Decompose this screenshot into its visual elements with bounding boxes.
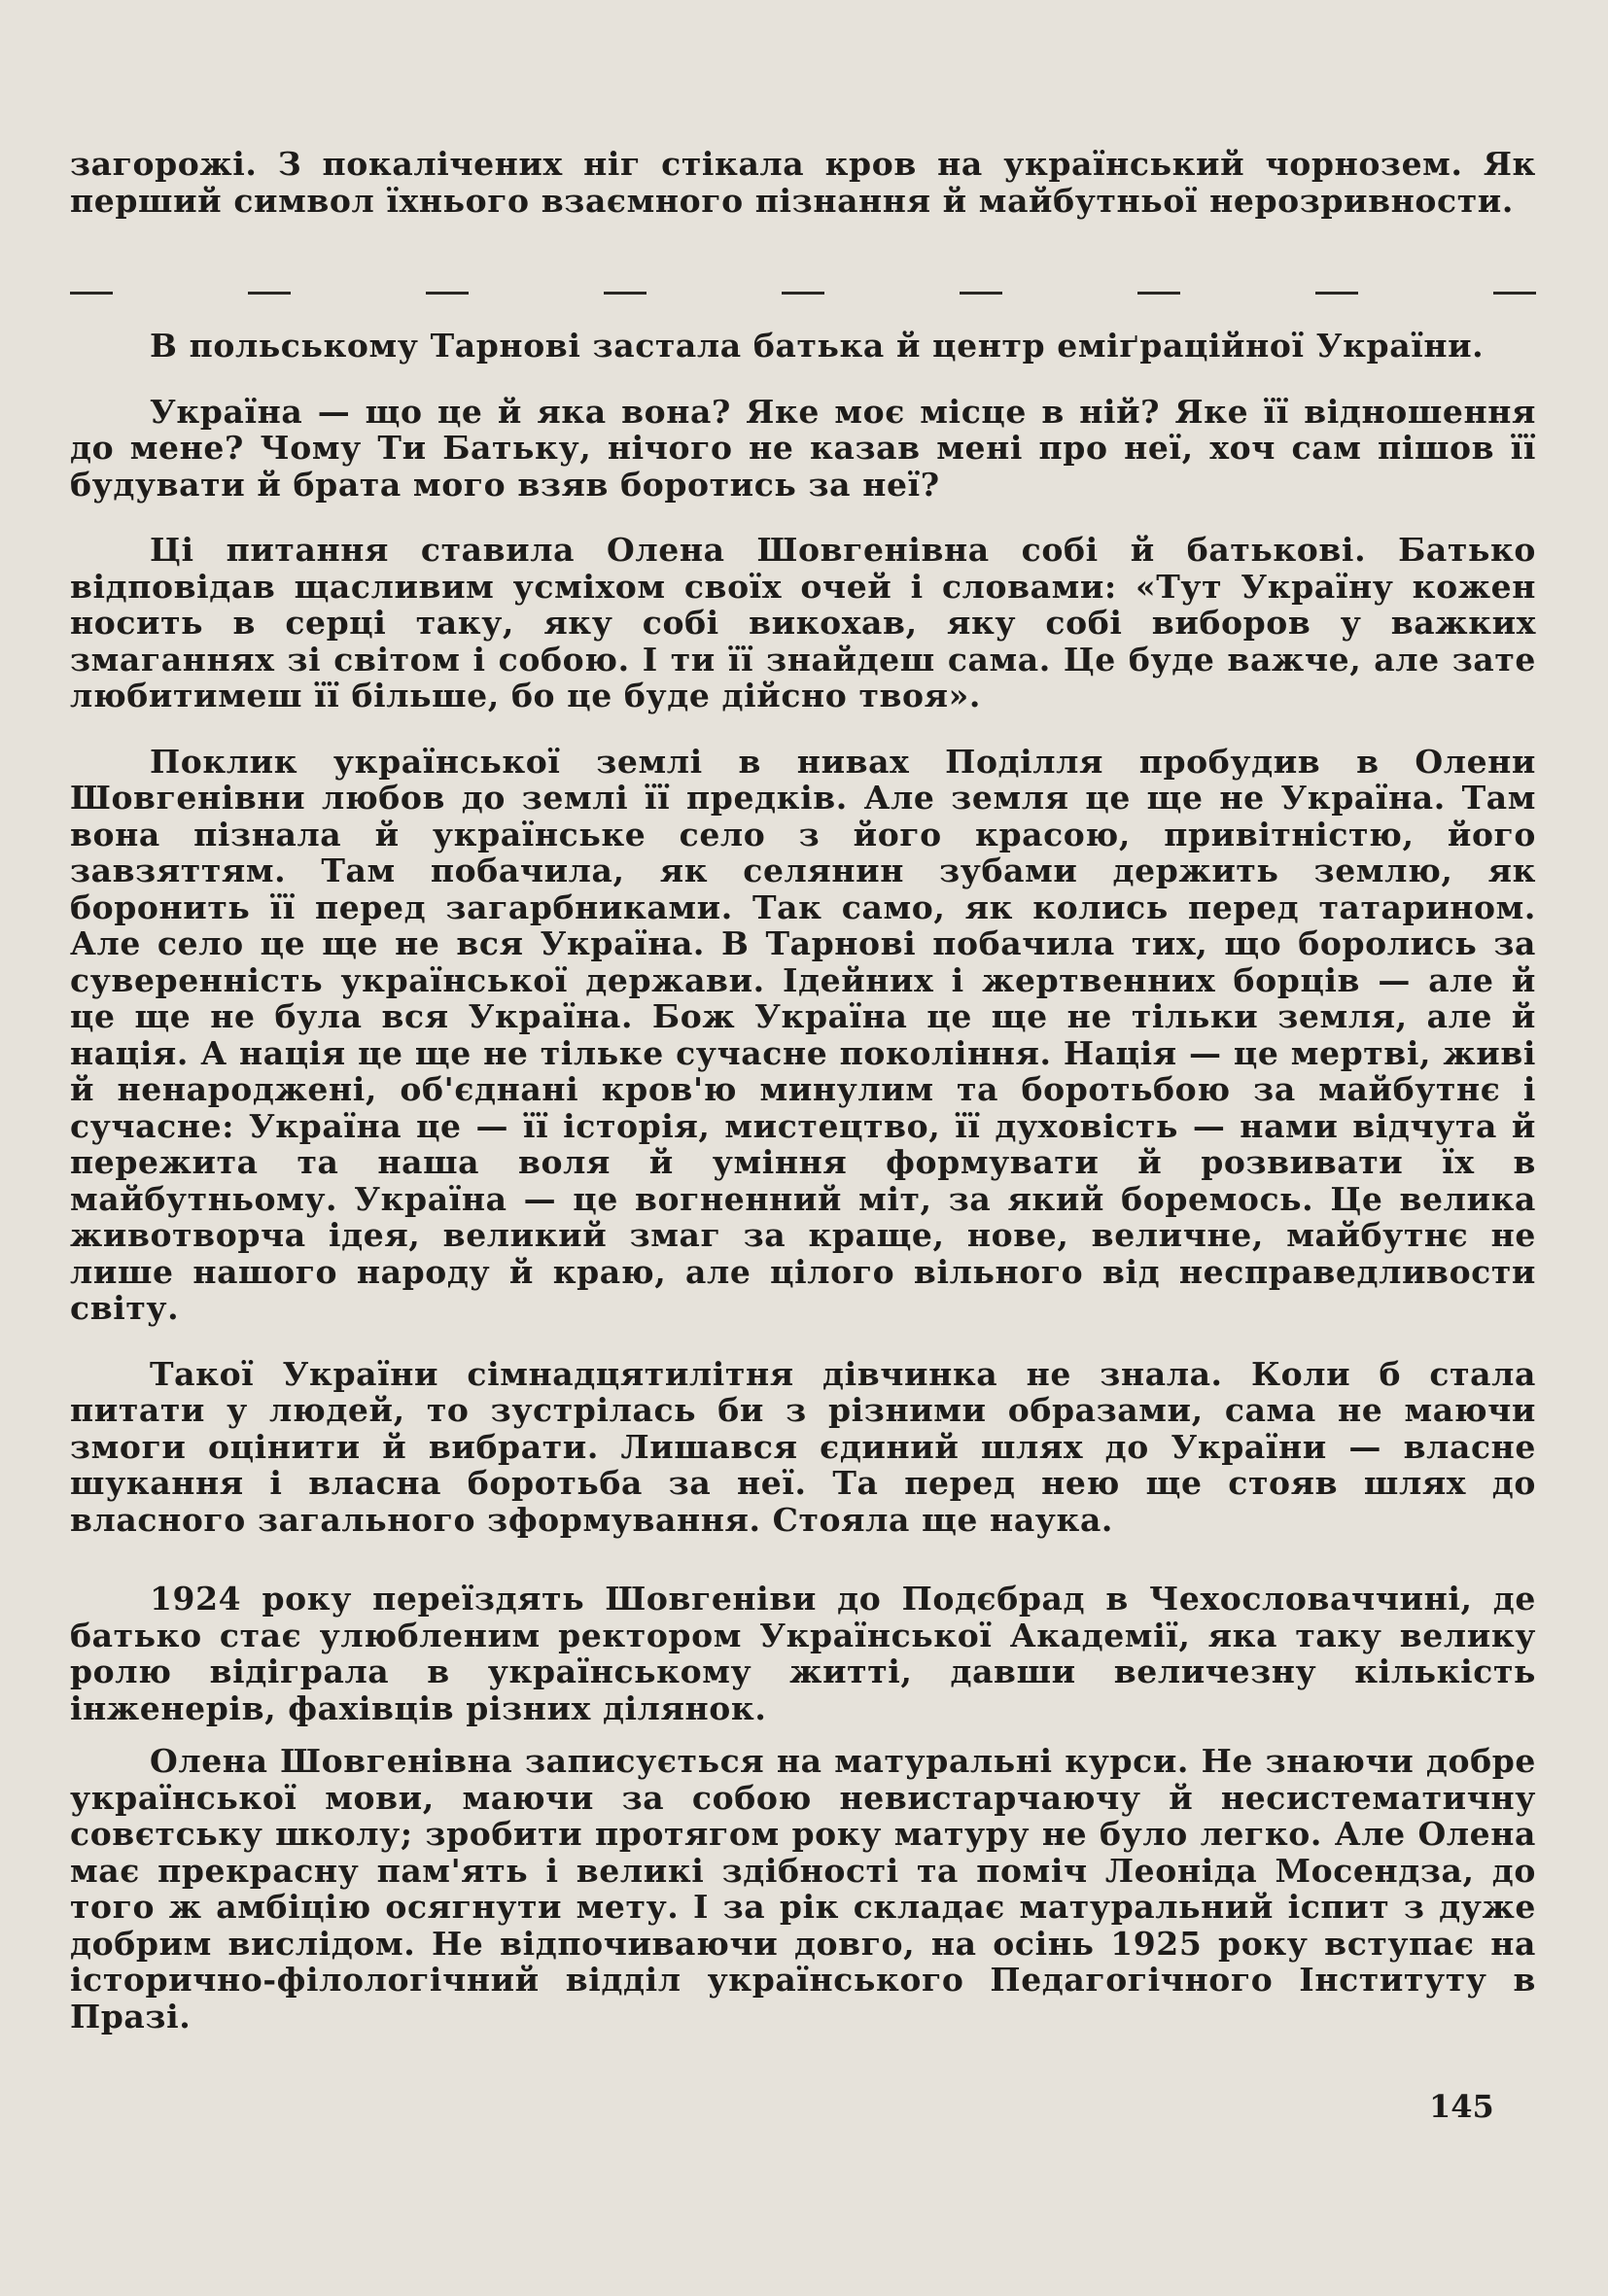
- paragraph-podillia: Поклик української землі в нивах Поділля пробудив в Олени Шовгенівни любов до землі її предків. Але земля це ще не Україна. Там вона пізнала й українське село з його красою, привітністю, його завзяттям. Там побачила, як селянин зубами держить землю, як боронить її перед загарбниками. Так само, як колись перед татарином. Але село це ще не вся Україна. В Тарнові побачила тих, що боролись за суверенність української держави. Ідейних і жертвенних борців — але й це ще не була вся Україна. Бож Україна це ще не тільки земля, але й нація. А нація це ще не тільке сучасне покоління. Нація — це мертві, живі й ненароджені, об'єднані кров'ю минулим та боротьбою за майбутнє і сучасне: Україна це — її історія, мистецтво, її духовість — нами відчута й пережита та наша воля й уміння формувати й розвивати їх в майбутньому. Україна — це вогненний міт, за який боремось. Це велика животворча ідея, великий змаг за краще, нове, величне, майбутнє не лише нашого народу й краю, але цілого вільного від несправедливости світу.: [70, 742, 1536, 1327]
- divider-dash: [1493, 292, 1536, 295]
- page-number: 145: [1429, 2088, 1494, 2125]
- paragraph-father-answer: Ці питання ставила Олена Шовгенівна собі й батькові. Батько відповідав щасливим усміхом своїх очей і словами: «Тут Україну кожен носить в серці таку, яку собі викохав, яку собі виборов у важких змаганнях зі світом і собою. І ти її знайдеш сама. Це буде важче, але зате любитимеш її більше, бо це буде дійсно твоя».: [70, 531, 1536, 714]
- continuation-paragraph: загорожі. З покалічених ніг стікала кров на український чорнозем. Як перший символ їхнього взаємного пізнання й майбутньої нерозривности.: [70, 145, 1536, 220]
- paragraph-questions: Україна — що це й яка вона? Яке моє місце в ній? Яке її відношення до мене? Чому Ти Батьку, нічого не казав мені про неї, хоч сам пішов її будувати й брата мого взяв боротись за неї?: [70, 392, 1536, 504]
- divider-dash: [1137, 292, 1180, 295]
- paragraph-matura: Олена Шовгенівна записується на матуральні курси. Не знаючи добре української мови, маючи за собою невистарчаючу й несистематичну совєтську школу; зробити протягом року матуру не було легко. Але Олена має прекрасну пам'ять і великі здібності та поміч Леоніда Мосендза, до того ж амбіцію осягнути мету. І за рік складає матуральний іспит з дуже добрим вислідом. Не відпочиваючи довго, на осінь 1925 року вступає на історично-філологічний відділ українського Педагогічного Інституту в Празі.: [70, 1742, 1536, 2035]
- paragraph-tarnow: В польському Тарнові застала батька й центр еміґраційної України.: [150, 327, 1485, 365]
- paragraph-seventeen: Такої України сімнадцятилітня дівчинка не знала. Коли б стала питати у людей, то зустрілась би з різними образами, сама не маючи змоги оцінити й вибрати. Лишався єдиний шлях до України — власне шукання і власна боротьба за неї. Та перед нею ще стояв шлях до власного загального зформування. Стояла ще наука.: [70, 1354, 1536, 1539]
- divider-dash: [604, 292, 647, 295]
- body-text: [70, 328, 1536, 2035]
- continuation-text: [70, 146, 1536, 219]
- divider-dash: [782, 292, 824, 295]
- paragraph-podebrady: 1924 року переїздять Шовгеніви до Подєбрад в Чехословаччині, де батько стає улюбленим ректором Української Академії, яка таку велику ролю відіграла в українському житті, давши величезну кількість інженерів, фахівців різних ділянок.: [70, 1580, 1536, 1727]
- divider-dash: [426, 292, 469, 295]
- section-divider: [70, 278, 1536, 307]
- divider-dash: [248, 292, 291, 295]
- divider-dash: [70, 292, 113, 295]
- divider-dash: [960, 292, 1002, 295]
- divider-dash: [1315, 292, 1358, 295]
